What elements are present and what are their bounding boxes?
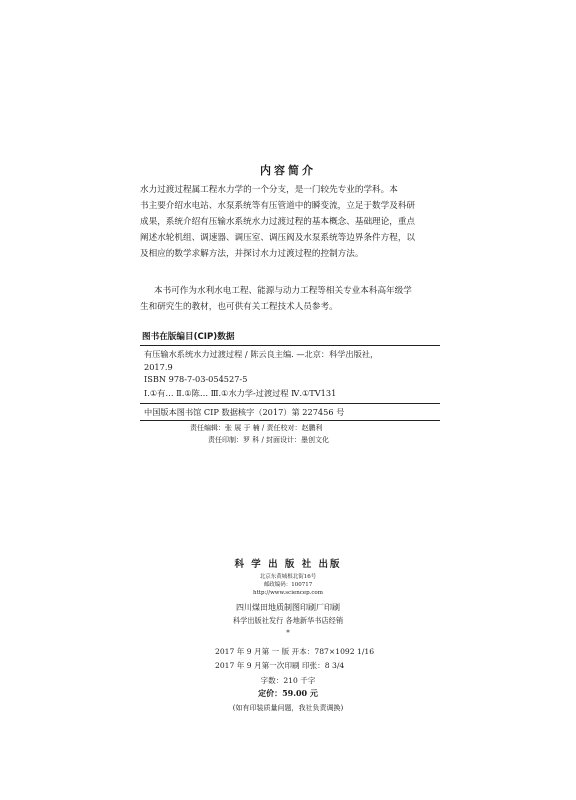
printer-line: 四川煤田地质制图印刷厂印刷 — [236, 603, 340, 612]
separator-star: * — [286, 629, 290, 637]
distribution-line: 科学出版社发行 各地新华书店经销 — [232, 616, 344, 625]
cip-year-line: 2017.9 — [144, 362, 173, 372]
cip-classification-line: Ⅰ.①有… Ⅱ.①陈… Ⅲ.①水力学-过渡过程 Ⅳ.①TV131 — [144, 388, 337, 398]
cip-isbn-line: ISBN 978-7-03-054527-5 — [144, 374, 248, 384]
publisher-website: http://www.sciencep.com — [253, 590, 323, 596]
cip-middle-rule — [140, 403, 440, 404]
summary-line: 本书可作为水利水电工程、能源与动力工程等相关专业本科高年级学 — [154, 286, 412, 296]
summary-line: 阐述水轮机组、调速器、调压室、调压阀及水泵系统等边界条件方程，以 — [140, 233, 416, 243]
publisher-address: 北京东黄城根北街16号 — [259, 574, 317, 580]
cip-heading: 图书在版编目(CIP)数据 — [142, 332, 235, 342]
credits-print-line: 责任印制：罗 科 / 封面设计：墨创文化 — [208, 436, 330, 444]
summary-line: 及相应的数学求解方法，并探讨水力过渡过程的控制方法。 — [140, 249, 364, 259]
summary-title: 内容简介 — [260, 164, 316, 177]
cip-catalog-line: 中国版本图书馆 CIP 数据核字（2017）第 227456 号 — [144, 407, 345, 417]
word-count: 字数：210 千字 — [260, 676, 316, 685]
summary-line: 成果，系统介绍有压输水系统水力过渡过程的基本概念、基础理论，重点 — [140, 217, 416, 227]
cip-title-line: 有压输水系统水力过渡过程 / 陈云良主编. —北京：科学出版社， — [144, 349, 379, 359]
cip-bottom-rule — [140, 420, 440, 421]
summary-line: 水力过渡过程属工程水力学的一个分支，是一门较先专业的学科。本 — [140, 185, 398, 195]
printing-line: 2017 年 9 月第一次印刷 印张：8 3/4 — [215, 661, 345, 670]
summary-paragraph-2 — [140, 283, 440, 315]
summary-paragraph-1 — [140, 182, 440, 262]
price: 定价：59.00 元 — [258, 688, 318, 698]
edition-line: 2017 年 9 月第 一 版 开本：787×1092 1/16 — [215, 647, 375, 656]
quality-note: (如有印装质量问题，我社负责调换) — [232, 704, 344, 712]
summary-line: 生和研究生的教材，也可供有关工程技术人员参考。 — [140, 302, 338, 312]
cip-top-rule — [140, 345, 440, 346]
credits-editor-line: 责任编辑：张 展 于 楠 / 责任校对：赵鹏利 — [190, 424, 323, 432]
summary-line: 书主要介绍水电站、水泵系统等有压管道中的瞬变流，立足于数学及科研 — [140, 201, 416, 211]
publisher-name: 科 学 出 版 社 出版 — [234, 559, 342, 570]
publisher-postcode: 邮政编码：100717 — [263, 582, 313, 588]
